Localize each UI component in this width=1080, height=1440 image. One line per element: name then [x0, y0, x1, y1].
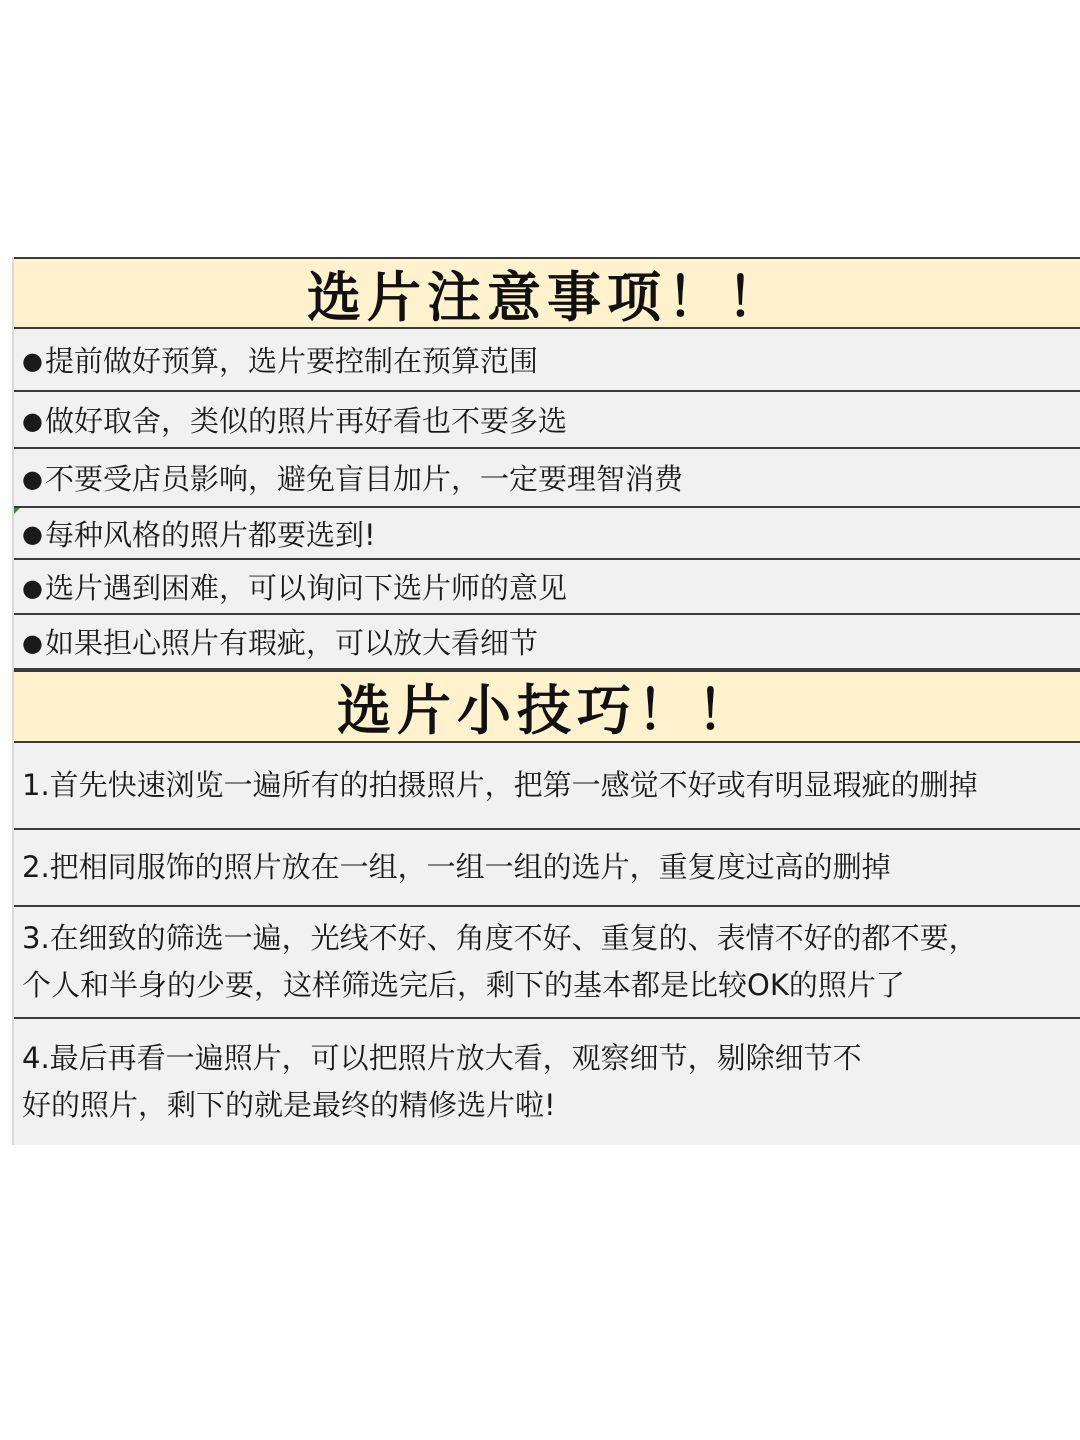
tip-item — [14, 830, 1080, 907]
tip-text: 4.最后再看一遍照片，可以把照片放大看，观察细节，剔除细节不 — [22, 1041, 862, 1075]
bullet-icon: ● — [22, 628, 43, 657]
note-item — [14, 615, 1080, 670]
tip-item — [14, 743, 1080, 830]
selection-guide-sheet — [12, 257, 1080, 1145]
tip-text: 个人和半身的少要，这样筛选完后，剩下的基本都是比较OK的照片了 — [22, 968, 905, 1002]
note-text: 提前做好预算，选片要控制在预算范围 — [44, 344, 538, 378]
tip-text: 1.首先快速浏览一遍所有的拍摄照片，把第一感觉不好或有明显瑕疵的删掉 — [22, 768, 978, 802]
note-text: 不要受店员影响，避免盲目加片，一定要理智消费 — [44, 462, 683, 496]
tips-section-title: 选片小技巧！！ — [14, 670, 1080, 743]
tip-text: 2.把相同服饰的照片放在一组，一组一组的选片，重复度过高的删掉 — [22, 850, 891, 884]
note-item — [14, 392, 1080, 449]
bullet-icon: ● — [22, 406, 43, 435]
note-item — [14, 508, 1080, 560]
note-text: 每种风格的照片都要选到! — [44, 517, 376, 552]
bullet-icon: ● — [22, 464, 43, 493]
notes-section-title: 选片注意事项！！ — [14, 257, 1080, 329]
note-text: 选片遇到困难，可以询问下选片师的意见 — [44, 571, 567, 605]
note-item — [14, 449, 1080, 508]
bullet-icon: ● — [22, 346, 43, 375]
tip-text: 好的照片，剩下的就是最终的精修选片啦! — [22, 1088, 556, 1122]
note-text: 做好取舍，类似的照片再好看也不要多选 — [44, 404, 567, 438]
tip-text: 3.在细致的筛选一遍，光线不好、角度不好、重复的、表情不好的都不要， — [22, 921, 978, 955]
note-item — [14, 560, 1080, 615]
cell-comment-marker — [14, 508, 20, 516]
tip-item — [14, 907, 1080, 1019]
note-item — [14, 329, 1080, 392]
tip-item — [14, 1019, 1080, 1145]
note-text: 如果担心照片有瑕疵，可以放大看细节 — [44, 626, 538, 660]
bullet-icon: ● — [22, 573, 43, 602]
bullet-icon: ● — [22, 520, 43, 548]
